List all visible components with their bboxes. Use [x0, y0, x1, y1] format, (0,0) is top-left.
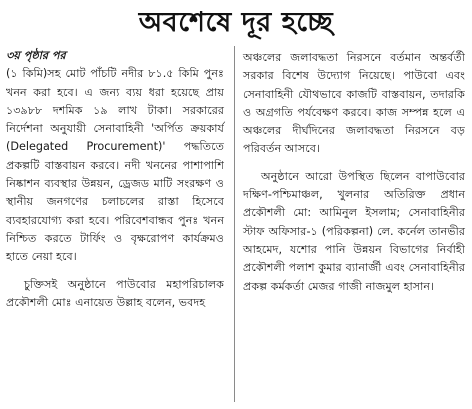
- column-divider: [234, 46, 235, 402]
- continued-from-label: ৩য় পৃষ্ঠার পর: [6, 49, 66, 62]
- left-column: [6, 47, 224, 312]
- paragraph-1-text: (১ কিমি)সহ মোট পাঁচটি নদীর ৮১.৫ কিমি পুনঃ খনন করা হবে। এ জন্য ব্যয় ধরা হয়েছে প্রায় ১৩৯৮৮ দশমিক ১৯ লাখ টাকা। সরকারের নির্দেশনা অনুযায়ী সেনাবাহিনী 'অর্পিত ক্রয়কার্য (Delegated Procurement)' পদ্ধতিতে প্রকল্পটি বাস্তবায়ন করবে। নদী খননের পাশাপাশি নিষ্কাশন ব্যবস্থার উন্নয়ন, ড্রেজড মাটি সংরক্ষণ ও স্থানীয় জনগণের চলাচলের রাস্তা হিসেবে ব্যবহারযোগ্য করা হবে। পরিবেশবান্ধব পুনঃ খনন নিশ্চিত করতে টার্ফিং ও বৃক্ষরোপণ কার্যক্রমও হাতে নেয়া হবে।: [6, 67, 224, 264]
- right-column: [243, 49, 465, 296]
- paragraph-2: চুক্তিসই অনুষ্ঠানে পাউবোর মহাপরিচালক প্রকৌশলী মোঃ এনায়েত উল্লাহ বলেন, ভবদহ: [6, 277, 224, 309]
- headline: অবশেষে দূর হচ্ছে: [138, 7, 334, 38]
- continued-paragraph: [6, 47, 224, 267]
- paragraph-3: অঞ্চলের জলাবদ্ধতা নিরসনে বর্তমান অন্তর্বর্তী সরকার বিশেষ উদ্যোগ নিয়েছে। পাউবো এবং সেনাবাহিনী যৌথভাবে কাজটি বাস্তবায়ন, তদারকি ও অগ্রগতি পর্যবেক্ষণ করবে। কাজ সম্পন্ন হলে এ অঞ্চলের দীর্ঘদিনের জলাবদ্ধতা নিরসনে বড় পরিবর্তন আসবে।: [243, 51, 465, 156]
- paragraph-4: অনুষ্ঠানে আরো উপস্থিত ছিলেন বাপাউবোর দক্ষিণ-পশ্চিমাঞ্চল, খুলনার অতিরিক্ত প্রধান প্রকৌশলী মো: আমিনুল ইসলাম; সেনাবাহিনীর স্টাফ অফিসার-১ (পরিকল্পনা) লে. কর্নেল তানভীর আহমেদ, যশোর পানি উন্নয়ন বিভাগের নির্বাহী প্রকৌশলী পলাশ কুমার ব্যানার্জী এবং সেনাবাহিনীর প্রকল্প কর্মকর্তা মেজর গাজী নাজমুল হাসান।: [243, 169, 465, 293]
